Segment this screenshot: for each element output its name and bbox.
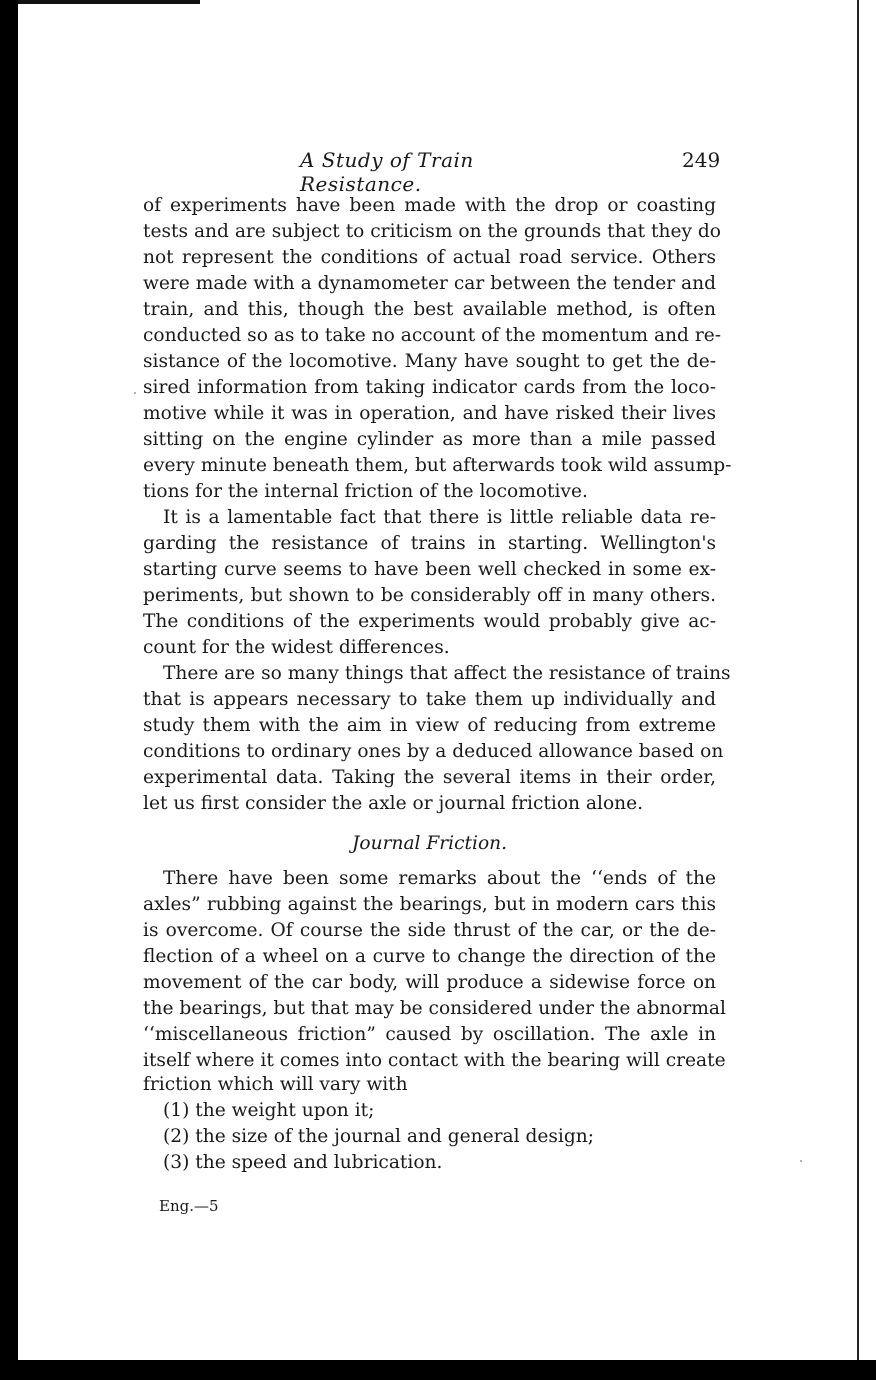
scan-speck (800, 1160, 802, 1162)
list-item: (1) the weight upon it; (163, 1100, 375, 1121)
signature-mark: Eng.—5 (159, 1197, 219, 1215)
section-line: itself where it comes into contact with the bearing will create (143, 1050, 726, 1071)
body-line: tions for the internal friction of the locomotive. (143, 481, 588, 502)
section-line: axles” rubbing against the bearings, but in modern cars this (143, 894, 716, 915)
body-line: conditions to ordinary ones by a deduced allowance based on (143, 741, 724, 762)
scan-border-top (18, 0, 200, 4)
section-line: is overcome. Of course the side thrust of the car, or the de- (143, 920, 716, 941)
body-line: tests and are subject to criticism on the grounds that they do (143, 221, 721, 242)
body-line: garding the resistance of trains in starting. Wellington's (143, 533, 716, 554)
body-line: sitting on the engine cylinder as more than a mile passed (143, 429, 716, 450)
section-line: There have been some remarks about the ‘‘ends of the (163, 868, 716, 889)
body-line: were made with a dynamometer car between the tender and (143, 273, 716, 294)
section-line: the bearings, but that may be considered under the abnormal (143, 998, 726, 1019)
body-line: study them with the aim in view of reducing from extreme (143, 715, 716, 736)
list-item: (2) the size of the journal and general design; (163, 1126, 595, 1147)
body-line: sired information from taking indicator cards from the loco- (143, 377, 716, 398)
body-line: train, and this, though the best available method, is often (143, 299, 716, 320)
section-line: flection of a wheel on a curve to change the direction of the (143, 946, 716, 967)
page-edge-right (857, 0, 859, 1360)
body-line: starting curve seems to have been well checked in some ex- (143, 559, 716, 580)
page-number: 249 (682, 148, 721, 172)
list-item: (3) the speed and lubrication. (163, 1152, 443, 1173)
scan-border-left (0, 0, 18, 1380)
scan-border-bottom (0, 1360, 876, 1380)
body-line: count for the widest differences. (143, 637, 450, 658)
section-heading: Journal Friction. (351, 833, 508, 854)
section-line: movement of the car body, will produce a sidewise force on (143, 972, 716, 993)
body-line: periments, but shown to be considerably off in many others. (143, 585, 716, 606)
body-line: motive while it was in operation, and have risked their lives (143, 403, 716, 424)
scan-speck (134, 392, 136, 394)
running-header-title: A Study of Train Resistance. (300, 148, 474, 196)
body-line: not represent the conditions of actual road service. Others (143, 247, 716, 268)
section-line: ‘‘miscellaneous friction” caused by oscillation. The axle in (143, 1024, 716, 1045)
body-line: conducted so as to take no account of the momentum and re- (143, 325, 722, 346)
body-line: It is a lamentable fact that there is little reliable data re- (163, 507, 716, 528)
body-line: experimental data. Taking the several items in their order, (143, 767, 716, 788)
body-line: let us first consider the axle or journal friction alone. (143, 793, 644, 814)
body-line: The conditions of the experiments would probably give ac- (143, 611, 716, 632)
body-line: of experiments have been made with the drop or coasting (143, 195, 716, 216)
body-line: sistance of the locomotive. Many have sought to get the de- (143, 351, 716, 372)
body-line: that is appears necessary to take them up individually and (143, 689, 716, 710)
body-line: every minute beneath them, but afterwards took wild assump- (143, 455, 732, 476)
body-line: There are so many things that affect the resistance of trains (163, 663, 731, 684)
section-line: friction which will vary with (143, 1074, 408, 1095)
